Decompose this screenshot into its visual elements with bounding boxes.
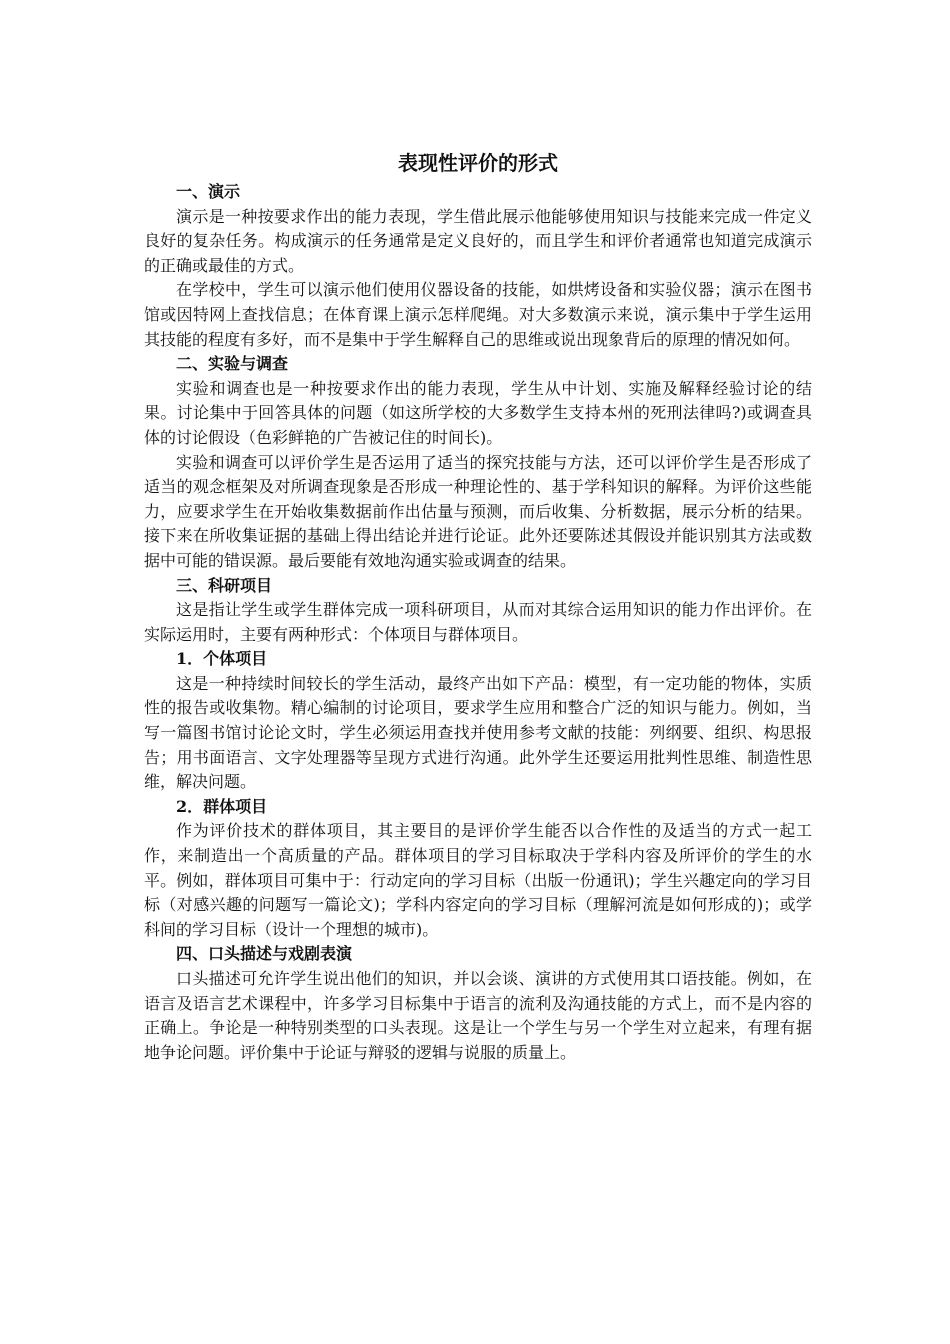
paragraph-group-project: 作为评价技术的群体项目，其主要目的是评价学生能否以合作性的及适当的方式一起工作，来制造出一个高质量的产品。群体项目的学习目标取决于学科内容及所评价的学生的水平。例如，群体项目可集中于：行动定向的学习目标（出版一份通讯)；学生兴趣定向的学习目标（对感兴趣的问题写一篇论文)；学科内容定向的学习目标（理解河流是如何形成的)；或学科间的学习目标（设计一个理想的城市)。 [144,821,812,939]
paragraph-research-project-intro: 这是指让学生或学生群体完成一项科研项目，从而对其综合运用知识的能力作出评价。在实际运用时，主要有两种形式：个体项目与群体项目。 [144,600,812,644]
paragraph-demonstration-examples: 在学校中，学生可以演示他们使用仪器设备的技能，如烘烤设备和实验仪器；演示在图书馆或因特网上查找信息；在体育课上演示怎样爬绳。对大多数演示来说，演示集中于学生运用其技能的程度有多好，而不是集中于学生解释自己的思维或说出现象背后的原理的情况如何。 [144,280,812,349]
section-heading-oral-presentation: 四、口头描述与戏剧表演 [176,944,353,964]
document-title: 表现性评价的形式 [398,151,558,175]
section-heading-research-project: 三、科研项目 [176,575,273,595]
section-heading-experiment-investigation: 二、实验与调查 [176,354,289,374]
document-page [144,146,812,1065]
subheading-group-project: 2．群体项目 [176,796,268,816]
paragraph-individual-project: 这是一种持续时间较长的学生活动，最终产出如下产品：模型，有一定功能的物体，实质性的报告或收集物。精心编制的讨论项目，要求学生应用和整合广泛的知识与能力。例如，当写一篇图书馆讨论论文时，学生必须运用查找并使用参考文献的技能：列纲要、组织、构思报告；用书面语言、文字处理器等呈现方式进行沟通。此外学生还要运用批判性思维、制造性思维，解决问题。 [144,673,812,792]
paragraph-oral-presentation: 口头描述可允许学生说出他们的知识，并以会谈、演讲的方式使用其口语技能。例如，在语言及语言艺术课程中，许多学习目标集中于语言的流利及沟通技能的方式上，而不是内容的正确上。争论是一种特别类型的口头表现。这是让一个学生与另一个学生对立起来，有理有据地争论问题。评价集中于论证与辩驳的逻辑与说服的质量上。 [144,969,812,1062]
paragraph-experiment-definition: 实验和调查也是一种按要求作出的能力表现，学生从中计划、实施及解释经验讨论的结果。讨论集中于回答具体的问题（如这所学校的大多数学生支持本州的死刑法律吗?)或调查具体的讨论假设（色彩鲜艳的广告被记住的时间长)。 [144,378,812,447]
paragraph-demonstration-definition: 演示是一种按要求作出的能力表现，学生借此展示他能够使用知识与技能来完成一件定义良好的复杂任务。构成演示的任务通常是定义良好的，而且学生和评价者通常也知道完成演示的正确或最佳的方式。 [144,206,812,275]
subheading-individual-project: 1．个体项目 [176,649,268,669]
section-heading-demonstration: 一、演示 [176,182,241,201]
paragraph-experiment-assessment: 实验和调查可以评价学生是否运用了适当的探究技能与方法，还可以评价学生是否形成了适当的观念框架及对所调查现象是否形成一种理论性的、基于学科知识的解释。为评价这些能力，应要求学生在开始收集数据前作出估量与预测，而后收集、分析数据，展示分析的结果。接下来在所收集证据的基础上得出结论并进行论证。此外还要陈述其假设并能识别其方法或数据中可能的错误源。最后要能有效地沟通实验或调查的结果。 [144,452,812,570]
